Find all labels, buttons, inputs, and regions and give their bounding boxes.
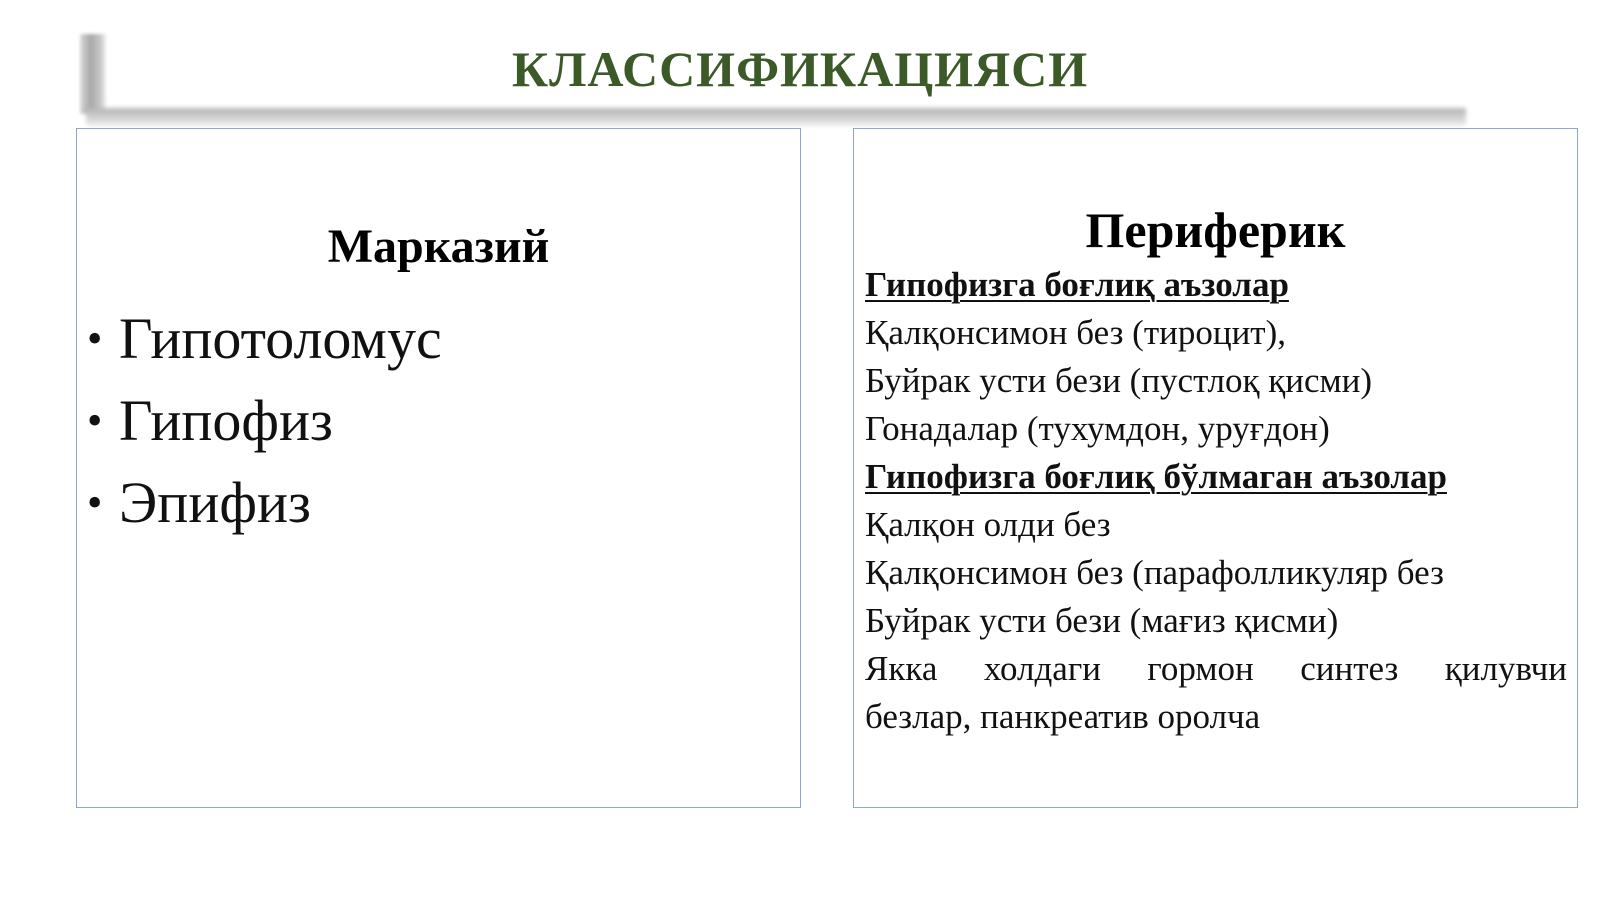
organ-line: Якка холдаги гормон синтез қилувчи bbox=[865, 649, 1567, 688]
organ-line: Буйрак усти бези (пустлоқ қисми) bbox=[865, 361, 1373, 400]
peripheral-body bbox=[865, 261, 1567, 741]
organ-line: Гонадалар (тухумдон, уруғдон) bbox=[865, 409, 1330, 448]
list-item-label: Эпифиз bbox=[119, 469, 311, 535]
central-heading: Марказий bbox=[327, 220, 550, 273]
list-item bbox=[87, 297, 442, 379]
organ-line: Буйрак усти бези (мағиз қисми) bbox=[865, 601, 1339, 640]
organ-line: безлар, панкреатив оролча bbox=[865, 697, 1261, 736]
central-list bbox=[87, 297, 442, 543]
bullet-icon: • bbox=[87, 395, 103, 445]
list-item bbox=[87, 461, 442, 543]
bullet-icon: • bbox=[87, 313, 103, 363]
organ-line: Қалқон олди без bbox=[865, 505, 1111, 544]
slide-title: КЛАССИФИКАЦИЯСИ bbox=[511, 41, 1089, 97]
list-item-label: Гипофиз bbox=[119, 387, 333, 453]
central-panel bbox=[76, 128, 801, 808]
subheading-dependent: Гипофизга боғлиқ аъзолар bbox=[865, 265, 1289, 304]
peripheral-panel bbox=[853, 128, 1578, 808]
title-frame-bottom-shadow bbox=[86, 108, 1466, 126]
subheading-independent: Гипофизга боғлиқ бўлмаган аъзолар bbox=[865, 457, 1447, 496]
list-item-label: Гипотоломус bbox=[119, 305, 442, 371]
bullet-icon: • bbox=[87, 477, 103, 527]
peripheral-heading: Периферик bbox=[1085, 202, 1346, 258]
organ-line: Қалқонсимон без (тироцит), bbox=[865, 313, 1287, 352]
list-item bbox=[87, 379, 442, 461]
organ-line: Қалқонсимон без (парафолликуляр без bbox=[865, 553, 1444, 592]
